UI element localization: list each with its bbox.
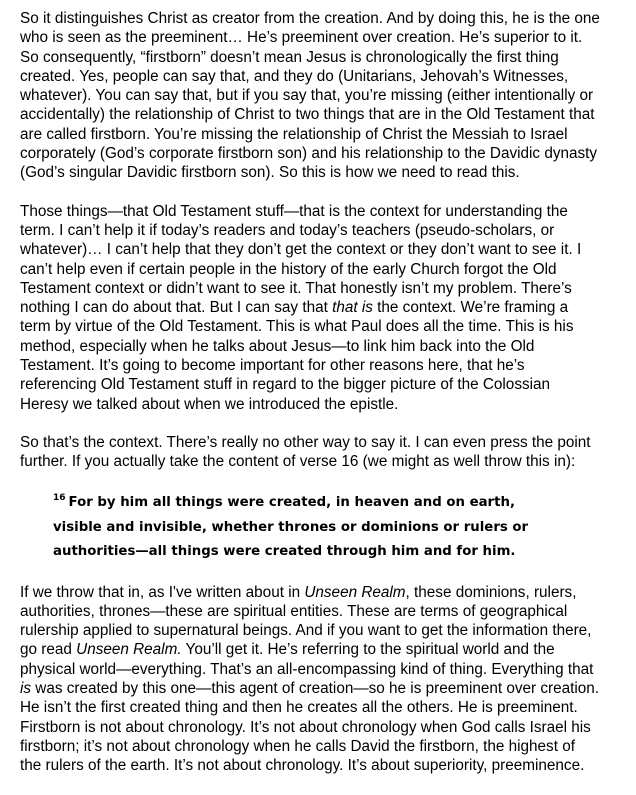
paragraph-1: So it distinguishes Christ as creator from the creation. And by doing this, he is the one who is seen as the preeminent… He’s preeminent over creation. He’s superior to it. So consequently, “firstborn” doesn’t mean Jesus is chronologically the first thing created. Yes, people can say that, and they do (Unitarians, Jehovah’s Witnesses, whatever). You can say that, but if you say that, you’re missing (either intentionally or accidentally) the relationship of Christ to two things that are in the Old Testament that are called firstborn. You’re missing the relationship of Christ the Messiah to Israel corporately (God’s corporate firstborn son) and his relationship to the Davidic dynasty (God’s singular Davidic firstborn son). So this is how we need to read this. <box>20 10 600 182</box>
paragraph-4-emphasis: is <box>20 680 32 698</box>
book-title-unseen-realm: Unseen Realm <box>304 583 406 601</box>
paragraph-2-emphasis: that is <box>332 299 373 317</box>
paragraph-4-part-2: , these dominions, rulers, authorities, thrones—these are spiritual entities. These are terms of geographical rulership applied to supernatural beings. And if you want to get the information there, go read <box>20 583 592 659</box>
document-page <box>20 9 600 795</box>
scripture-quote <box>53 491 563 564</box>
paragraph-4-part-3: You’ll get it. He’s referring to the spiritual world and the physical world—everything. That’s an all-encompassing kind of thing. Everything that <box>20 641 594 678</box>
paragraph-2-text-before: Those things—that Old Testament stuff—that is the context for understanding the term. I can’t help it if today’s readers and today’s teachers (pseudo-scholars, or whatever)… I can’t help that they don’t get the context or they don’t want to see it. I can’t help even if certain people in the history of the early Church forgot the Old Testament context or didn’t want to see it. That honestly isn’t my problem. There’s nothing I can do about that. But I can say that <box>20 202 582 317</box>
paragraph-4-part-4: was created by this one—this agent of creation—so he is preeminent over creation. He isn’t the first created thing and then he creates all the others. He is preeminent. Firstborn is not about chronology. It’s not about chronology when God calls Israel his firstborn; it’s not about chronology when he calls David the firstborn, the highest of the rulers of the earth. It’s not about chronology. It’s about superiority, preeminence. <box>20 680 600 775</box>
paragraph-2 <box>20 202 600 414</box>
paragraph-3: So that’s the context. There’s really no other way to say it. I can even press the point further. If you actually take the content of verse 16 (we might as well throw this in): <box>20 433 591 471</box>
book-title-unseen-realm-2: Unseen Realm. <box>76 641 182 659</box>
paragraph-4-part-1: If we throw that in, as I've written about in <box>20 583 305 601</box>
verse-number: 16 <box>53 492 66 503</box>
verse-text: For by him all things were created, in heaven and on earth, visible and invisible, whether thrones or dominions or rulers or authorities—all things were created through him and for him. <box>53 494 529 559</box>
paragraph-2-text-after: the context. We’re framing a term by virtue of the Old Testament. This is what Paul does all the time. This is his method, especially when he talks about Jesus—to link him back into the Old Testament. It’s going to become important for other reasons here, that he’s referencing Old Testament stuff in regard to the bigger picture of the Colossian Heresy we talked about when we introduced the epistle. <box>20 299 574 413</box>
paragraph-4 <box>20 583 600 776</box>
